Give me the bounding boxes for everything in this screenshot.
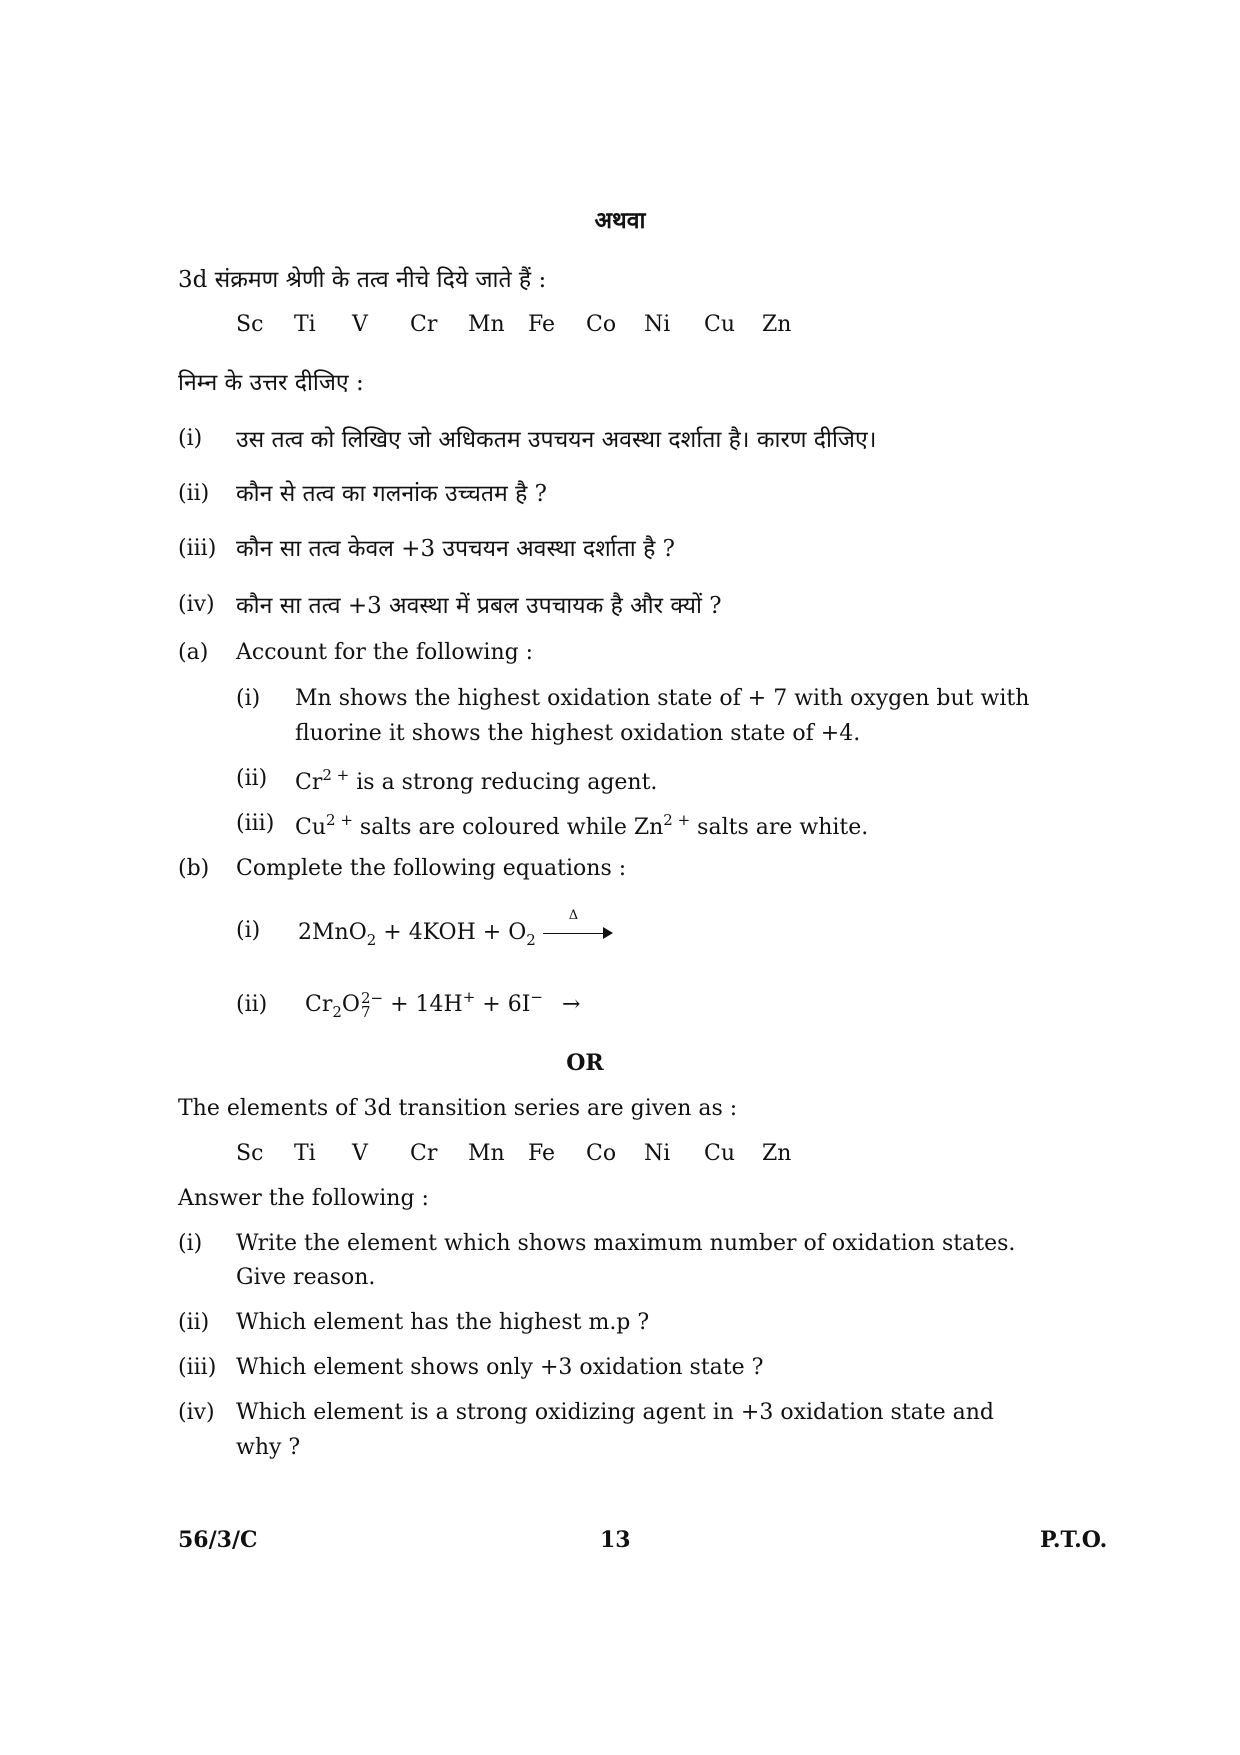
element-v: V	[352, 1141, 368, 1166]
english-q1-line2: Give reason.	[236, 1265, 376, 1290]
element-row-english	[236, 1141, 802, 1166]
delta-symbol: Δ	[568, 908, 579, 923]
english-q1-num: (i)	[178, 1231, 203, 1256]
eq2-i: + 6I	[482, 992, 531, 1017]
hindi-q4-num: (iv)	[178, 592, 215, 617]
hindi-intro: 3d संक्रमण श्रेणी के तत्व नीचे दिये जाते हैं :	[178, 267, 547, 293]
equation-i-num: (i)	[236, 918, 261, 943]
element-mn: Mn	[468, 1141, 505, 1166]
eq2-o: O	[341, 992, 360, 1017]
hindi-q2-text: कौन से तत्व का गलनांक उच्चतम है ?	[236, 481, 547, 507]
hindi-q1-num: (i)	[178, 426, 203, 451]
hindi-answer-prompt: निम्न के उत्तर दीजिए :	[178, 370, 364, 396]
hindi-q3-num: (iii)	[178, 536, 217, 561]
eq1-koh: + 4KOH +	[383, 920, 509, 945]
part-a-ii-num: (ii)	[236, 766, 268, 791]
cr-symbol: Cr	[295, 770, 323, 795]
zn-charge: 2 +	[663, 811, 691, 829]
english-q4-line1: Which element is a strong oxidizing agent in +3 oxidation state and	[236, 1400, 994, 1425]
element-fe: Fe	[528, 312, 556, 337]
page-number: 13	[600, 1527, 631, 1553]
equation-i	[298, 908, 613, 949]
english-q3-num: (iii)	[178, 1355, 217, 1380]
element-fe: Fe	[528, 1141, 556, 1166]
part-a-i-line1: Mn shows the highest oxidation state of + 7 with oxygen but with	[295, 686, 1030, 711]
eq1-sub1: 2	[366, 931, 377, 949]
heat-arrow	[543, 908, 613, 944]
eq1-sub2: 2	[526, 931, 536, 949]
part-a-iii-text	[295, 811, 868, 840]
or-heading-english: OR	[566, 1050, 604, 1076]
paper-code: 56/3/C	[178, 1527, 258, 1553]
eq2-cr: Cr	[305, 992, 333, 1017]
element-sc: Sc	[236, 1141, 264, 1166]
part-a-i-line2: fluorine it shows the highest oxidation state of +4.	[295, 721, 861, 746]
part-a-iii-rest: salts are white.	[690, 815, 869, 840]
english-q1-line1: Write the element which shows maximum number of oxidation states.	[236, 1231, 1016, 1256]
element-ti: Ti	[294, 312, 316, 337]
english-answer-prompt: Answer the following :	[178, 1186, 429, 1211]
element-zn: Zn	[762, 1141, 792, 1166]
eq1-o: O	[508, 920, 527, 945]
or-heading-hindi: अथवा	[594, 207, 646, 234]
part-a-heading: Account for the following :	[236, 640, 534, 665]
english-intro: The elements of 3d transition series are given as :	[178, 1096, 738, 1121]
eq2-h: + 14H	[390, 992, 463, 1017]
eq1-mno2: 2MnO	[298, 920, 367, 945]
eq2-charge: 2−	[360, 989, 384, 1007]
element-sc: Sc	[236, 312, 264, 337]
equation-ii-num: (ii)	[236, 992, 268, 1017]
eq2-sub2: 7	[360, 1003, 371, 1021]
element-mn: Mn	[468, 312, 505, 337]
cr-charge: 2 +	[322, 766, 350, 784]
part-a-ii-rest: is a strong reducing agent.	[349, 770, 658, 795]
element-v: V	[352, 312, 368, 337]
part-a-ii-text	[295, 766, 657, 795]
eq2-h-charge: +	[462, 988, 476, 1006]
eq2-i-charge: −	[530, 988, 543, 1006]
element-ti: Ti	[294, 1141, 316, 1166]
element-ni: Ni	[644, 312, 671, 337]
part-a-label: (a)	[178, 640, 209, 665]
part-a-iii-mid: salts are coloured while Zn	[352, 815, 664, 840]
english-q2-num: (ii)	[178, 1310, 210, 1335]
element-co: Co	[586, 1141, 617, 1166]
cu-symbol: Cu	[295, 815, 327, 840]
eq2-arrow: →	[561, 992, 581, 1017]
hindi-q2-num: (ii)	[178, 481, 210, 506]
part-b-heading: Complete the following equations :	[236, 856, 627, 881]
part-b-label: (b)	[178, 856, 210, 881]
part-a-i-num: (i)	[236, 686, 261, 711]
element-cr: Cr	[410, 312, 438, 337]
eq2-sub1: 2	[332, 1003, 342, 1021]
element-zn: Zn	[762, 312, 792, 337]
english-q2-text: Which element has the highest m.p ?	[236, 1310, 650, 1335]
element-ni: Ni	[644, 1141, 671, 1166]
english-q4-num: (iv)	[178, 1400, 215, 1425]
cu-charge: 2 +	[326, 811, 353, 829]
hindi-q3-text: कौन सा तत्व केवल +3 उपचयन अवस्था दर्शाता है ?	[236, 536, 675, 562]
part-a-iii-num: (iii)	[236, 811, 275, 836]
english-q3-text: Which element shows only +3 oxidation state ?	[236, 1355, 764, 1380]
element-row-hindi	[236, 312, 802, 337]
element-cr: Cr	[410, 1141, 438, 1166]
equation-ii	[305, 988, 580, 1021]
element-cu: Cu	[704, 312, 736, 337]
eq2-stack	[361, 991, 383, 1019]
english-q4-line2: why ?	[236, 1435, 301, 1460]
hindi-q4-text: कौन सा तत्व +3 अवस्था में प्रबल उपचायक है और क्यों ?	[236, 593, 722, 619]
element-co: Co	[586, 312, 617, 337]
pto-label: P.T.O.	[1040, 1527, 1108, 1553]
hindi-q1-text: उस तत्व को लिखिए जो अधिकतम उपचयन अवस्था दर्शाता है। कारण दीजिए।	[236, 427, 877, 453]
element-cu: Cu	[704, 1141, 736, 1166]
